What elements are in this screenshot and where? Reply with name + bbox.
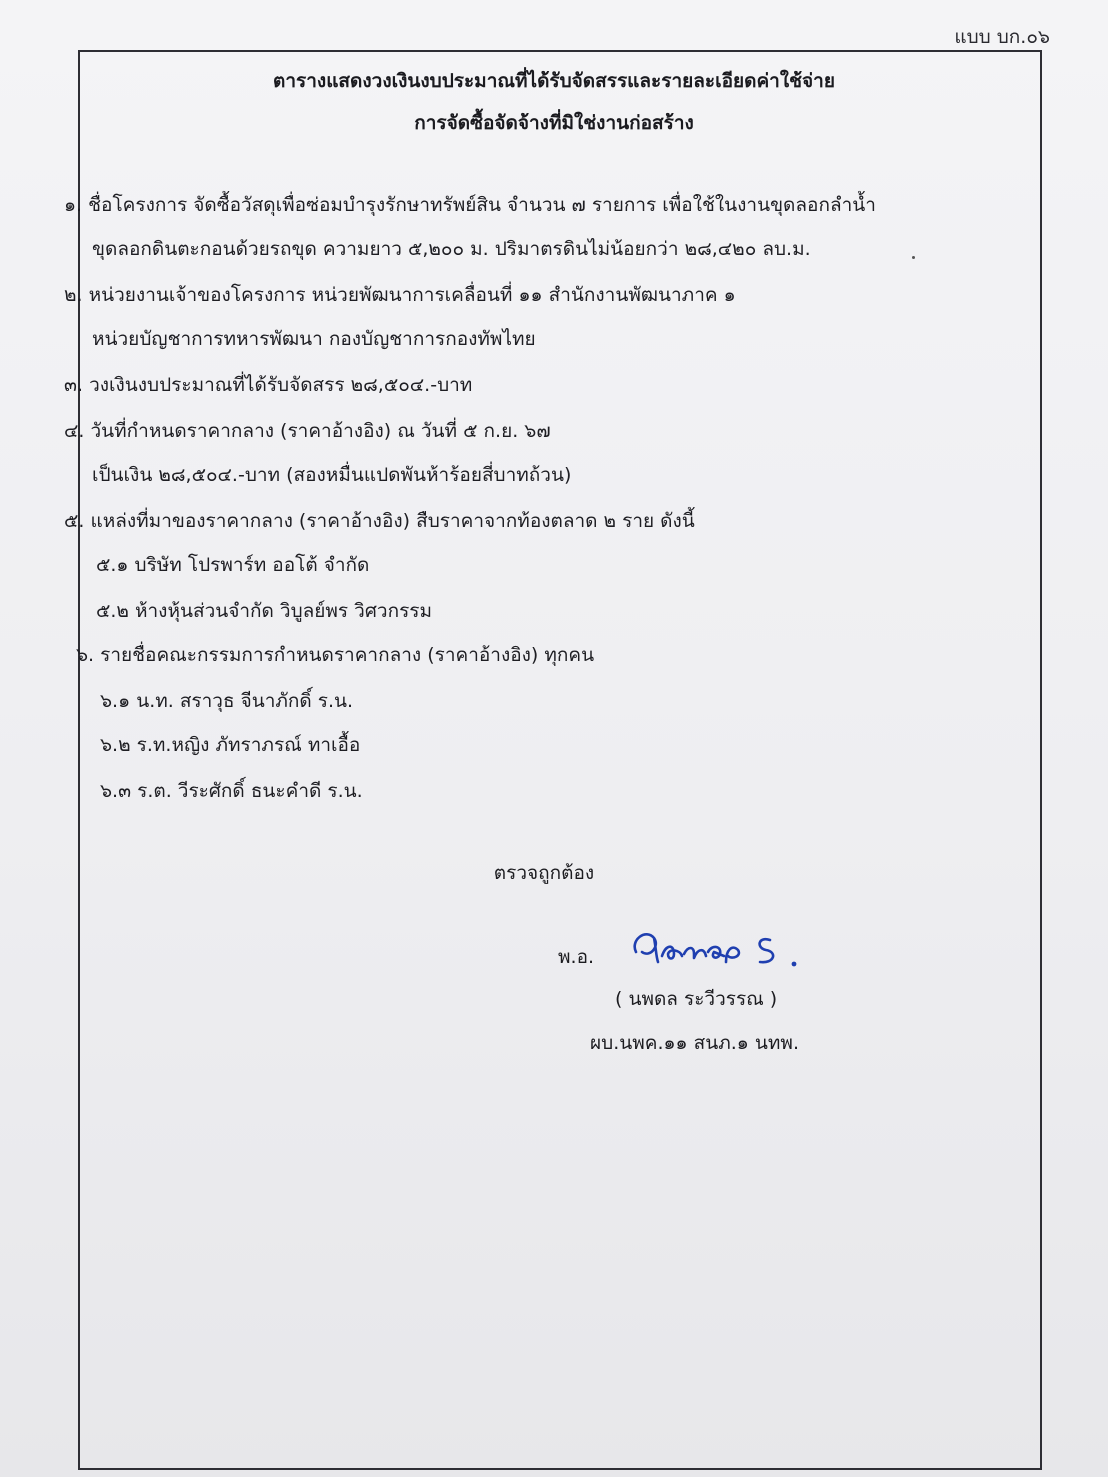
form-code: แบบ บก.๐๖ — [954, 26, 1050, 48]
item6-member2: ๖.๒ ร.ท.หญิง ภัทราภรณ์ ทาเอื้อ — [100, 734, 361, 756]
stray-ink-dot — [912, 256, 915, 259]
item6-heading: ๖. รายชื่อคณะกรรมการกำหนดราคากลาง (ราคาอ้างอิง) ทุกคน — [76, 644, 595, 666]
item2-line2: หน่วยบัญชาการทหารพัฒนา กองบัญชาการกองทัพไทย — [92, 328, 536, 350]
signer-name: ( นพดล ระวีวรรณ ) — [615, 988, 778, 1010]
item5-sub2: ๕.๒ ห้างหุ้นส่วนจำกัด วิบูลย์พร วิศวกรรม — [96, 600, 433, 622]
item4-line1: ๔. วันที่กำหนดราคากลาง (ราคาอ้างอิง) ณ วันที่ ๕ ก.ย. ๖๗ — [64, 420, 551, 442]
document-title-line2: การจัดซื้อจัดจ้างที่มิใช่งานก่อสร้าง — [414, 112, 694, 134]
item4-line2: เป็นเงิน ๒๘,๕๐๔.-บาท (สองหมื่นแปดพันห้าร้อยสี่บาทถ้วน) — [92, 464, 572, 486]
item6-member3: ๖.๓ ร.ต. วีระศักดิ์ ธนะคำดี ร.น. — [100, 780, 363, 802]
item6-member1: ๖.๑ น.ท. สราวุธ จีนาภักดิ์ ร.น. — [100, 690, 354, 712]
item5-heading: ๕. แหล่งที่มาของราคากลาง (ราคาอ้างอิง) สืบราคาจากท้องตลาด ๒ ราย ดังนี้ — [64, 510, 695, 532]
signer-rank: พ.อ. — [558, 946, 595, 968]
item1-line2: ขุดลอกดินตะกอนด้วยรถขุด ความยาว ๕,๒๐๐ ม. ปริมาตรดินไม่น้อยกว่า ๒๘,๔๒๐ ลบ.ม. — [92, 238, 811, 260]
verified-label: ตรวจถูกต้อง — [493, 862, 595, 884]
item1-line1: ๑. ชื่อโครงการ จัดซื้อวัสดุเพื่อซ่อมบำรุงรักษาทรัพย์สิน จำนวน ๗ รายการ เพื่อใช้ในงานขุดลอกลำน้ำ — [64, 194, 876, 216]
item3-budget: ๓. วงเงินงบประมาณที่ได้รับจัดสรร ๒๘,๕๐๔.-บาท — [64, 374, 473, 396]
item2-line1: ๒. หน่วยงานเจ้าของโครงการ หน่วยพัฒนาการเคลื่อนที่ ๑๑ สำนักงานพัฒนาภาค ๑ — [64, 284, 736, 306]
handwritten-signature — [628, 922, 808, 972]
item5-sub1: ๕.๑ บริษัท โปรพาร์ท ออโต้ จำกัด — [96, 554, 370, 576]
signer-position: ผบ.นพค.๑๑ สนภ.๑ นทพ. — [590, 1032, 799, 1054]
document-title-line1: ตารางแสดงวงเงินงบประมาณที่ได้รับจัดสรรและรายละเอียดค่าใช้จ่าย — [273, 70, 835, 92]
